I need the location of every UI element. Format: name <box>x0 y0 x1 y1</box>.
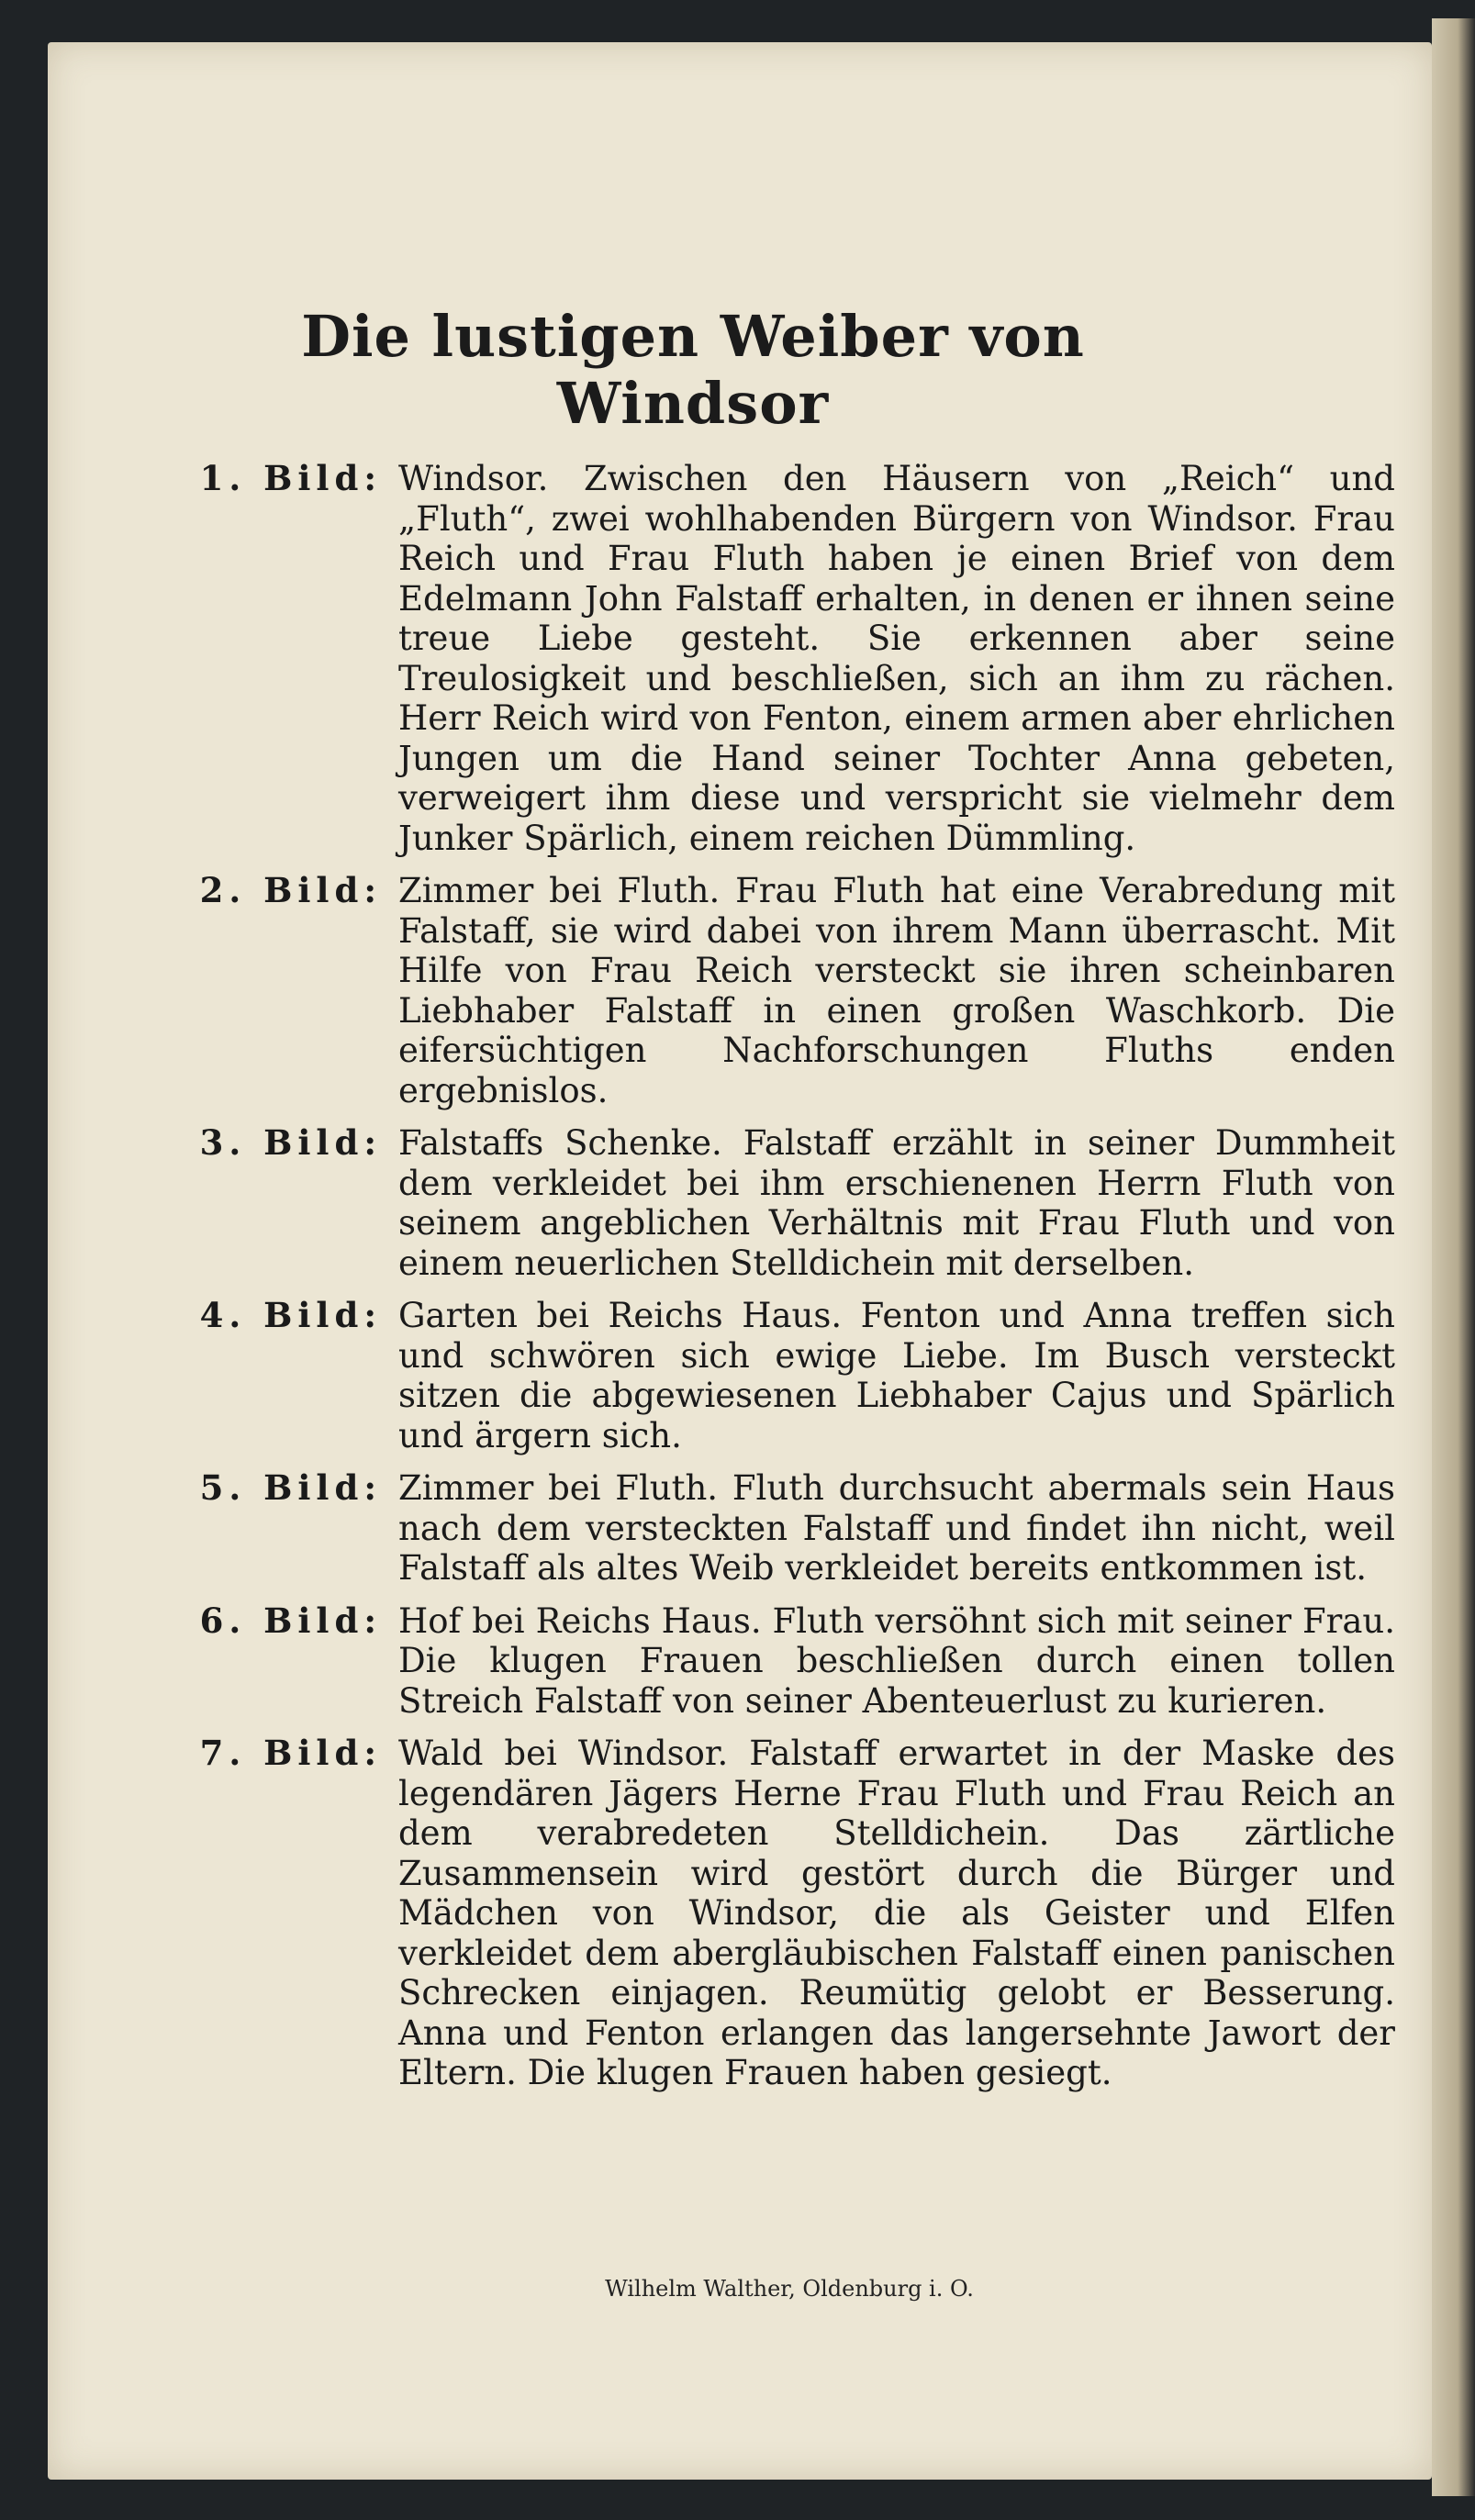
scene-label: 3. Bild: <box>199 1122 382 1163</box>
scene-4 <box>193 1296 1395 1455</box>
scene-1 <box>193 459 1395 858</box>
scene-text: Hof bei Reichs Haus. Fluth versöhnt sich mit seiner Frau. Die klugen Frauen beschließen durch einen tollen Streich Falstaff von seiner Abenteuerlust zu kurieren. <box>398 1600 1395 1721</box>
scene-text: Zimmer bei Fluth. Frau Fluth hat eine Verabredung mit Falstaff, sie wird dabei von ihrem Mann überrascht. Mit Hilfe von Frau Reich versteckt sie ihren scheinbaren Liebhaber Falstaff in einen großen Waschkorb. Die eifersüchtigen Nachforschungen Fluths enden ergebnislos. <box>398 871 1395 1110</box>
scene-7 <box>193 1734 1395 2093</box>
scene-3 <box>193 1123 1395 1283</box>
scene-6 <box>193 1601 1395 1722</box>
scene-text: Wald bei Windsor. Falstaff erwartet in der Maske des legendären Jägers Herne Frau Fluth und Frau Reich an dem verabredeten Stelldichein. Das zärtliche Zusammensein wird gestört durch die Bürger und Mädchen von Windsor, die als Geister und Elfen verkleidet dem abergläubischen Falstaff einen panischen Schrecken einjagen. Reumütig gelobt er Besserung. Anna und Fenton erlangen das langersehnte Jawort der Eltern. Die klugen Frauen haben gesiegt. <box>398 1734 1395 2092</box>
scene-label: 2. Bild: <box>199 870 382 910</box>
scene-text: Windsor. Zwischen den Häusern von „Reich“ und „Fluth“, zwei wohlhabenden Bürgern von Windsor. Frau Reich und Frau Fluth haben je einen Brief von dem Edelmann John Falstaff erhalten, in denen er ihnen seine treue Liebe gesteht. Sie erkennen aber seine Treulosigkeit und beschließen, sich an ihm zu rächen. Herr Reich wird von Fenton, einem armen aber ehrlichen Jungen um die Hand seiner Tochter Anna gebeten, verweigert ihm diese und verspricht sie vielmehr dem Junker Spärlich, einem reichen Dümmling. <box>398 459 1395 858</box>
scene-list <box>193 459 1395 2106</box>
scene-2 <box>193 871 1395 1110</box>
scene-label: 4. Bild: <box>199 1295 382 1335</box>
scene-label: 5. Bild: <box>199 1467 382 1508</box>
scene-label: 6. Bild: <box>199 1600 382 1641</box>
printer-imprint: Wilhelm Walther, Oldenburg i. O. <box>605 2276 974 2302</box>
scene-text: Zimmer bei Fluth. Fluth durchsucht abermals sein Haus nach dem versteckten Falstaff und findet ihn nicht, weil Falstaff als altes Weib verkleidet bereits entkommen ist. <box>398 1468 1395 1588</box>
scene-text: Garten bei Reichs Haus. Fenton und Anna treffen sich und schwören sich ewige Liebe. Im Busch versteckt sitzen die abgewiesenen Liebhaber Cajus und Spärlich und ärgern sich. <box>398 1296 1395 1455</box>
scene-label: 1. Bild: <box>199 458 382 498</box>
scene-label: 7. Bild: <box>199 1733 382 1773</box>
page-title: Die lustigen Weiber von Windsor <box>301 303 1085 437</box>
scene-5 <box>193 1468 1395 1589</box>
scene-text: Falstaffs Schenke. Falstaff erzählt in seiner Dummheit dem verkleidet bei ihm erschienenen Herrn Fluth von seinem angeblichen Verhältnis mit Frau Fluth und von einem neuerlichen Stelldichein mit derselben. <box>398 1123 1395 1283</box>
